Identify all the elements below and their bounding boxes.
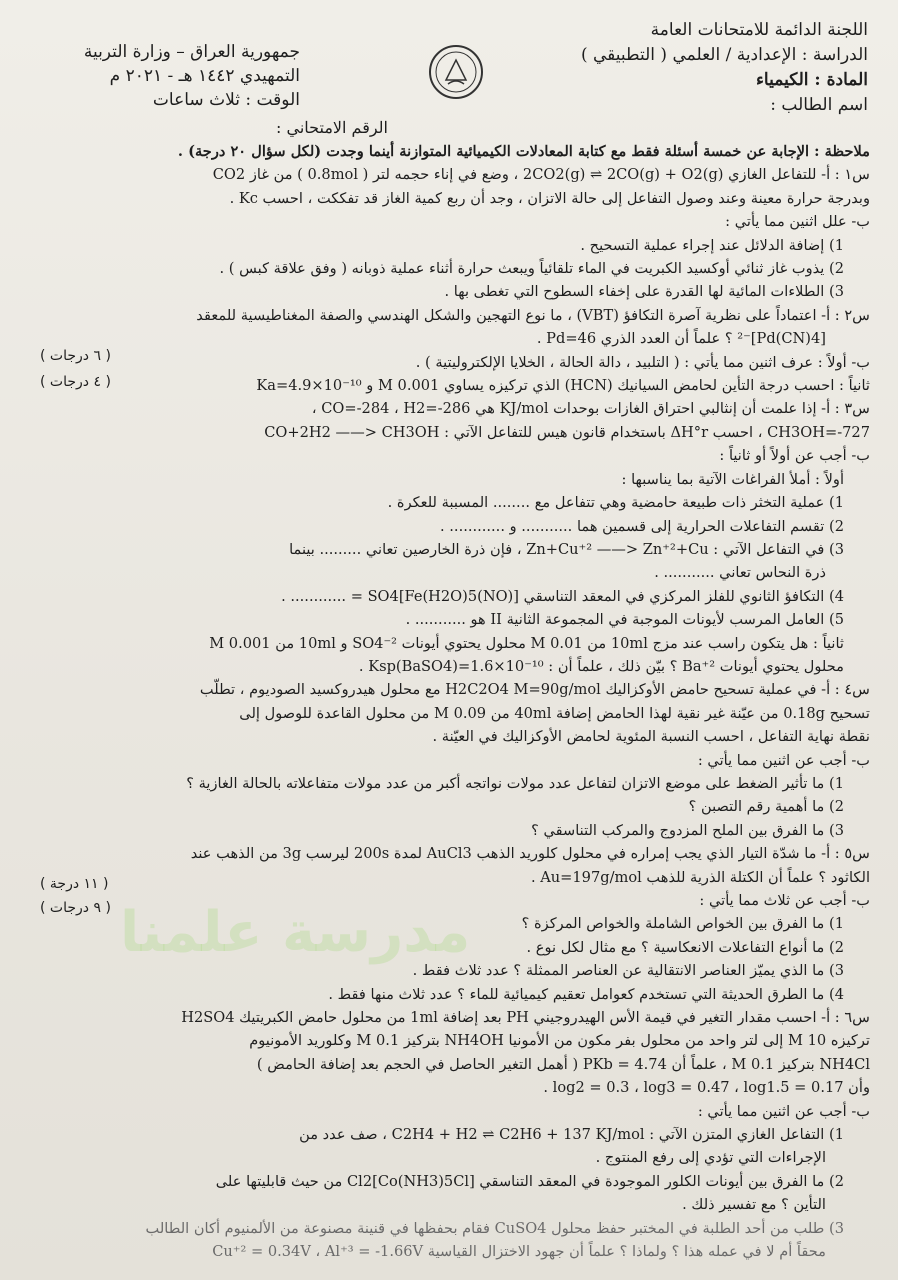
- q6-b-item-3: 3) طلب من أحد الطلبة في المختبر حفظ محلول CuSO4 فقام بحفظها في قنينة مصنوعة من الألمنيوم أكان الطالب: [145, 1219, 844, 1237]
- watermark: مدرسة علمنا: [120, 900, 471, 965]
- q4-b-item-2: 2) ما أهمية رقم التصبن ؟: [688, 798, 844, 816]
- q3-second-line-1: ثانياً : هل يتكون راسب عند مزج 10ml من 0.01 M محلول يحتوي أيونات SO4⁻² و 10ml من 0.001 M: [209, 634, 844, 652]
- note-line: ملاحظة : الإجابة عن خمسة أسئلة فقط مع كتابة المعادلات الكيميائية المتوازنة أينما وجدت (لكل سؤال ٢٠ درجة) .: [177, 143, 870, 160]
- q2-a-line-1: س٢ : أ- اعتماداً على نظرية آصرة التكافؤ (VBT) ، ما نوع التهجين والشكل الهندسي والصفة المغناطيسية للمعقد: [196, 306, 870, 324]
- q1-b-heading: ب- علل اثنين مما يأتي :: [725, 213, 870, 231]
- q6-b-item-1: 1) التفاعل الغازي المتزن الآتي : C2H4 + H2 ⇌ C2H6 + 137 KJ/mol ، صف عدد من: [299, 1126, 844, 1144]
- q5-a-line-1: س٥ : أ- ما شدّة التيار الذي يجب إمراره في محلول كلوريد الذهب AuCl3 لمدة 200s ليرسب 3g من الذهب عند: [190, 845, 870, 863]
- q3-fill-2: 2) تقسم التفاعلات الحرارية إلى قسمين هما ........... و ............ .: [440, 517, 844, 535]
- q2-b-first: ب- أولاً : عرف اثنين مما يأتي : ( التلبيد ، دالة الحالة ، الخلايا الإلكتروليتية ) .: [415, 353, 870, 371]
- grade-tag-q5-b: ( ٩ درجات ): [40, 900, 111, 916]
- q2-a-line-2: [Pd(CN)4]⁻² ؟ علماً أن العدد الذري Pd=46 .: [536, 330, 826, 348]
- grade-tag-q2-second: ( ٤ درجات ): [40, 374, 111, 390]
- study-line: الدراسة : الإعدادية / العلمي ( التطبيقي ): [580, 45, 868, 65]
- q4-a-line-3: نقطة نهاية التفاعل ، احسب النسبة المئوية لحامض الأوكزاليك في العيّنة .: [432, 728, 870, 746]
- q1-a-line-1: س١ : أ- للتفاعل الغازي 2CO2(g) ⇌ 2CO(g) + O2(g) ، وضع في إناء حجمه لتر ( 0.8mol ) من غاز CO2: [212, 166, 870, 184]
- q6-a-line-4: وأن log2 = 0.3 ، log3 = 0.47 ، log1.5 = 0.17 .: [543, 1079, 870, 1097]
- q3-b-heading: ب- أجب عن أولاً أو ثانياً :: [719, 447, 870, 465]
- q5-b-item-4: 4) ما الطرق الحديثة التي تستخدم كعوامل تعقيم كيميائية للماء ؟ عدد ثلاث منها فقط .: [328, 985, 844, 1003]
- q5-b-item-2: 2) ما أنواع التفاعلات الانعكاسية ؟ مع مثال لكل نوع .: [526, 938, 844, 956]
- q5-b-item-3: 3) ما الذي يميّز العناصر الانتقالية عن العناصر الممثلة ؟ عدد ثلاث فقط .: [412, 962, 844, 980]
- ministry-seal-icon: [428, 44, 484, 100]
- q6-b-item-3-cont: محقاً أم لا في عمله هذا ؟ ولماذا ؟ علماً أن جهود الاختزال القياسية Cu⁺² = 0.34V ، Al⁺³ = -1.66V: [212, 1243, 826, 1261]
- committee-line: اللجنة الدائمة للامتحانات العامة: [650, 20, 868, 40]
- q1-b-item-2: 2) يذوب غاز ثنائي أوكسيد الكبريت في الماء تلقائياً ويبعث حرارة أثناء عملية ذوبانه ( وفق علاقة كبس ) .: [219, 260, 844, 278]
- q5-b-heading: ب- أجب عن ثلاث مما يأتي :: [699, 892, 870, 909]
- subject-line: المادة : الكيمياء: [755, 70, 868, 90]
- time-line: الوقت : ثلاث ساعات: [152, 90, 300, 110]
- q6-b-item-2: 2) ما الفرق بين أيونات الكلور الموجودة في المعقد التناسقي [Co(NH3)5Cl]Cl2 من حيث قابليتها على: [215, 1172, 844, 1190]
- grade-tag-q5-a: ( ١١ درجة ): [40, 876, 109, 892]
- header-right: [578, 18, 868, 118]
- q6-b-heading: ب- أجب عن اثنين مما يأتي :: [697, 1102, 870, 1120]
- header-left: [60, 40, 300, 112]
- q1-b-item-1: 1) إضافة الدلائل عند إجراء عملية التسحيح .: [580, 236, 844, 254]
- exam-number-label: الرقم الامتحاني :: [276, 118, 388, 137]
- q3-fill-3-cont: ذرة النحاس تعاني ........... .: [654, 564, 826, 582]
- q3-fill-4: 4) التكافؤ الثانوي للفلز المركزي في المعقد التناسقي [Fe(H2O)5(NO)]SO4 = ............ .: [281, 587, 844, 605]
- questions-body: [38, 140, 870, 1264]
- q2-b-second: ثانياً : احسب درجة التأين لحامض السيانيك (HCN) الذي تركيزه يساوي 0.001 M و Ka=4.9×10⁻¹⁰: [256, 377, 870, 395]
- q5-a-line-2: الكاثود ؟ علماً أن الكتلة الذرية للذهب Au=197g/mol .: [530, 868, 870, 886]
- q6-a-line-3: NH4Cl بتركيز 0.1 M ، علماً أن PKb = 4.74 ( أهمل التغير الحاصل في الحجم بعد إضافة الحامض ): [256, 1055, 870, 1073]
- q4-a-line-2: تسحيح 0.18g من عيّنة غير نقية لهذا الحامض إضافة 40ml من 0.09 M من محلول القاعدة للوصول إلى: [239, 704, 870, 722]
- q4-b-item-3: 3) ما الفرق بين الملح المزدوج والمركب التناسقي ؟: [531, 821, 844, 839]
- q6-a-line-2: تركيزه 10 M إلى لتر واحد من محلول بفر مكون من الأمونيا NH4OH بتركيز 0.1 M وكلوريد الأمونيوم: [249, 1032, 870, 1050]
- q5-b-item-1: 1) ما الفرق بين الخواص الشاملة والخواص المركزة ؟: [521, 915, 844, 933]
- q3-fill-1: 1) عملية التخثر ذات طبيعة حامضية وهي تتفاعل مع ........ المسببة للعكرة .: [387, 494, 844, 512]
- year-line: التمهيدي ١٤٤٢ هـ - ٢٠٢١ م: [109, 66, 300, 86]
- student-name-line: اسم الطالب :: [770, 95, 868, 115]
- q1-b-item-3: 3) الطلاءات المائية لها القدرة على إخفاء السطوح التي تغطى بها .: [444, 283, 844, 301]
- q1-a-line-2: وبدرجة حرارة معينة وعند وصول التفاعل إلى حالة الاتزان ، وجد أن ربع كمية الغاز قد تفككت ، احسب Kc .: [229, 189, 870, 207]
- q6-b-item-1-cont: الإجراءات التي تؤدي إلى رفع المنتوج .: [595, 1149, 826, 1167]
- q6-b-item-2-cont: التأين ؟ مع تفسير ذلك .: [682, 1196, 826, 1214]
- q3-fill-3: 3) في التفاعل الآتي : Zn+Cu⁺² ——> Zn⁺²+Cu ، فإن ذرة الخارصين تعاني ......... بينما: [289, 540, 844, 558]
- q4-b-heading: ب- أجب عن اثنين مما يأتي :: [697, 751, 870, 769]
- q6-a-line-1: س٦ : أ- احسب مقدار التغير في قيمة الأس الهيدروجيني PH بعد إضافة 1ml من محلول حامض الكبريتيك H2SO4: [181, 1009, 870, 1027]
- q4-a-line-1: س٤ : أ- في عملية تسحيح حامض الأوكزاليك H2C2O4 M=90g/mol مع محلول هيدروكسيد الصوديوم ، تطلّب: [199, 681, 870, 699]
- q3-a-line-1: س٣ : أ- إذا علمت أن إنثالبي احتراق الغازات بوحدات KJ/mol هي CO=-284 ، H2=-286 ،: [311, 400, 870, 418]
- q3-second-line-2: محلول يحتوي أيونات Ba⁺² ؟ بيّن ذلك ، علماً أن : Ksp(BaSO4)=1.6×10⁻¹⁰ .: [358, 657, 844, 675]
- q3-fill-5: 5) العامل المرسب لأيونات الموجبة في المجموعة الثانية II هو ........... .: [405, 611, 844, 629]
- q4-b-item-1: 1) ما تأثير الضغط على موضع الاتزان لتفاعل عدد مولات نواتجه أكبر من عدد مولات متفاعلاته بالحالة الغازية ؟: [186, 774, 844, 792]
- ministry-line: جمهورية العراق – وزارة التربية: [83, 42, 300, 62]
- q3-a-line-2: CH3OH=-727 ، احسب ΔH°r باستخدام قانون هيس للتفاعل الآتي : CO+2H2 ——> CH3OH: [264, 423, 870, 441]
- q3-first-heading: أولاً : أملأ الفراغات الآتية بما يناسبها :: [621, 470, 844, 488]
- grade-tag-q2-first: ( ٦ درجات ): [40, 348, 111, 364]
